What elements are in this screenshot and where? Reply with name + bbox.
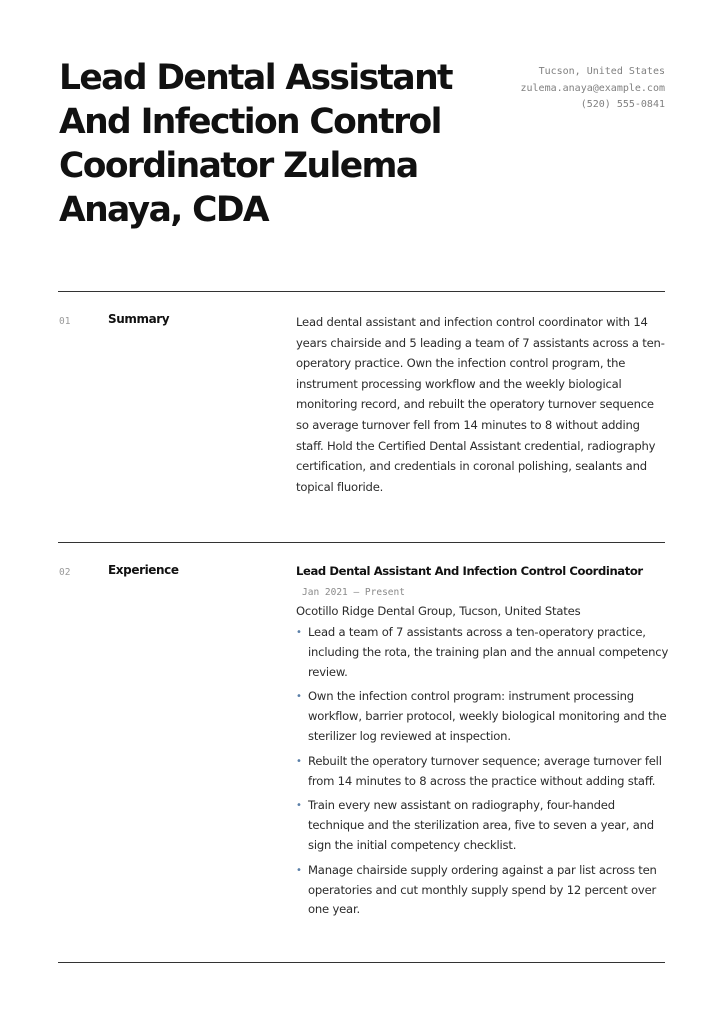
job-dates: Jan 2021 – Present xyxy=(302,587,405,598)
bullet-text: Manage chairside supply ordering against a par list across ten operatories and cut monthly supply spend by 12 percent over one year. xyxy=(308,862,657,917)
list-item xyxy=(296,752,672,792)
contact-phone[interactable]: (520) 555-0841 xyxy=(580,99,665,110)
name-title: Lead Dental Assistant And Infection Control Coordinator Zulema Anaya, CDA xyxy=(59,58,452,230)
bullet-dot-icon: • xyxy=(296,755,302,767)
bullet-dot-icon: • xyxy=(296,800,302,812)
job-organization: Ocotillo Ridge Dental Group, Tucson, United States xyxy=(296,604,581,618)
bullet-text: Train every new assistant on radiography, four-handed technique and the sterilization area, five to seven a year, and sign the initial competency checklist. xyxy=(308,798,654,852)
list-item xyxy=(296,687,672,746)
list-item xyxy=(296,623,672,682)
section-title-summary: Summary xyxy=(108,312,170,326)
bullet-dot-icon: • xyxy=(296,627,302,638)
bullet-text: Own the infection control program: instrument processing workflow, barrier protocol, weekly biological monitoring and the sterilizer log reviewed at inspection. xyxy=(308,689,667,743)
bullet-text: Rebuilt the operatory turnover sequence; average turnover fell from 14 minutes to 8 across the practice without adding staff. xyxy=(308,753,662,788)
divider-experience xyxy=(58,542,665,543)
bullet-text: Lead a team of 7 assistants across a ten-operatory practice, including the rota, the training plan and the annual competency review. xyxy=(308,625,669,679)
job-title: Lead Dental Assistant And Infection Control Coordinator xyxy=(296,564,643,578)
summary-text: Lead dental assistant and infection control coordinator with 14 years chairside and 5 leading a team of 7 assistants across a ten-operatory practice. Own the infection control program, the instrument processing workflow and the weekly biological monitoring record, and rebuilt the operatory turnover sequence so average turnover fell from 14 minutes to 8 without adding staff. Hold the Certified Dental Assistant credential, radiography certification, and credentials in coronal polishing, sealants and topical fluoride. xyxy=(296,315,665,494)
job-bullets xyxy=(296,623,672,925)
section-title-experience: Experience xyxy=(108,563,179,577)
divider-bottom xyxy=(58,962,665,963)
divider-summary xyxy=(58,291,665,292)
list-item xyxy=(296,796,672,855)
bullet-dot-icon: • xyxy=(296,691,302,703)
section-number: 01 xyxy=(59,316,71,327)
contact-email[interactable]: zulema.anaya@example.com xyxy=(520,82,665,94)
section-number: 02 xyxy=(59,567,71,578)
list-item xyxy=(296,861,672,920)
contact-block xyxy=(521,64,666,114)
bullet-dot-icon: • xyxy=(296,864,302,876)
contact-location: Tucson, United States xyxy=(538,66,665,77)
